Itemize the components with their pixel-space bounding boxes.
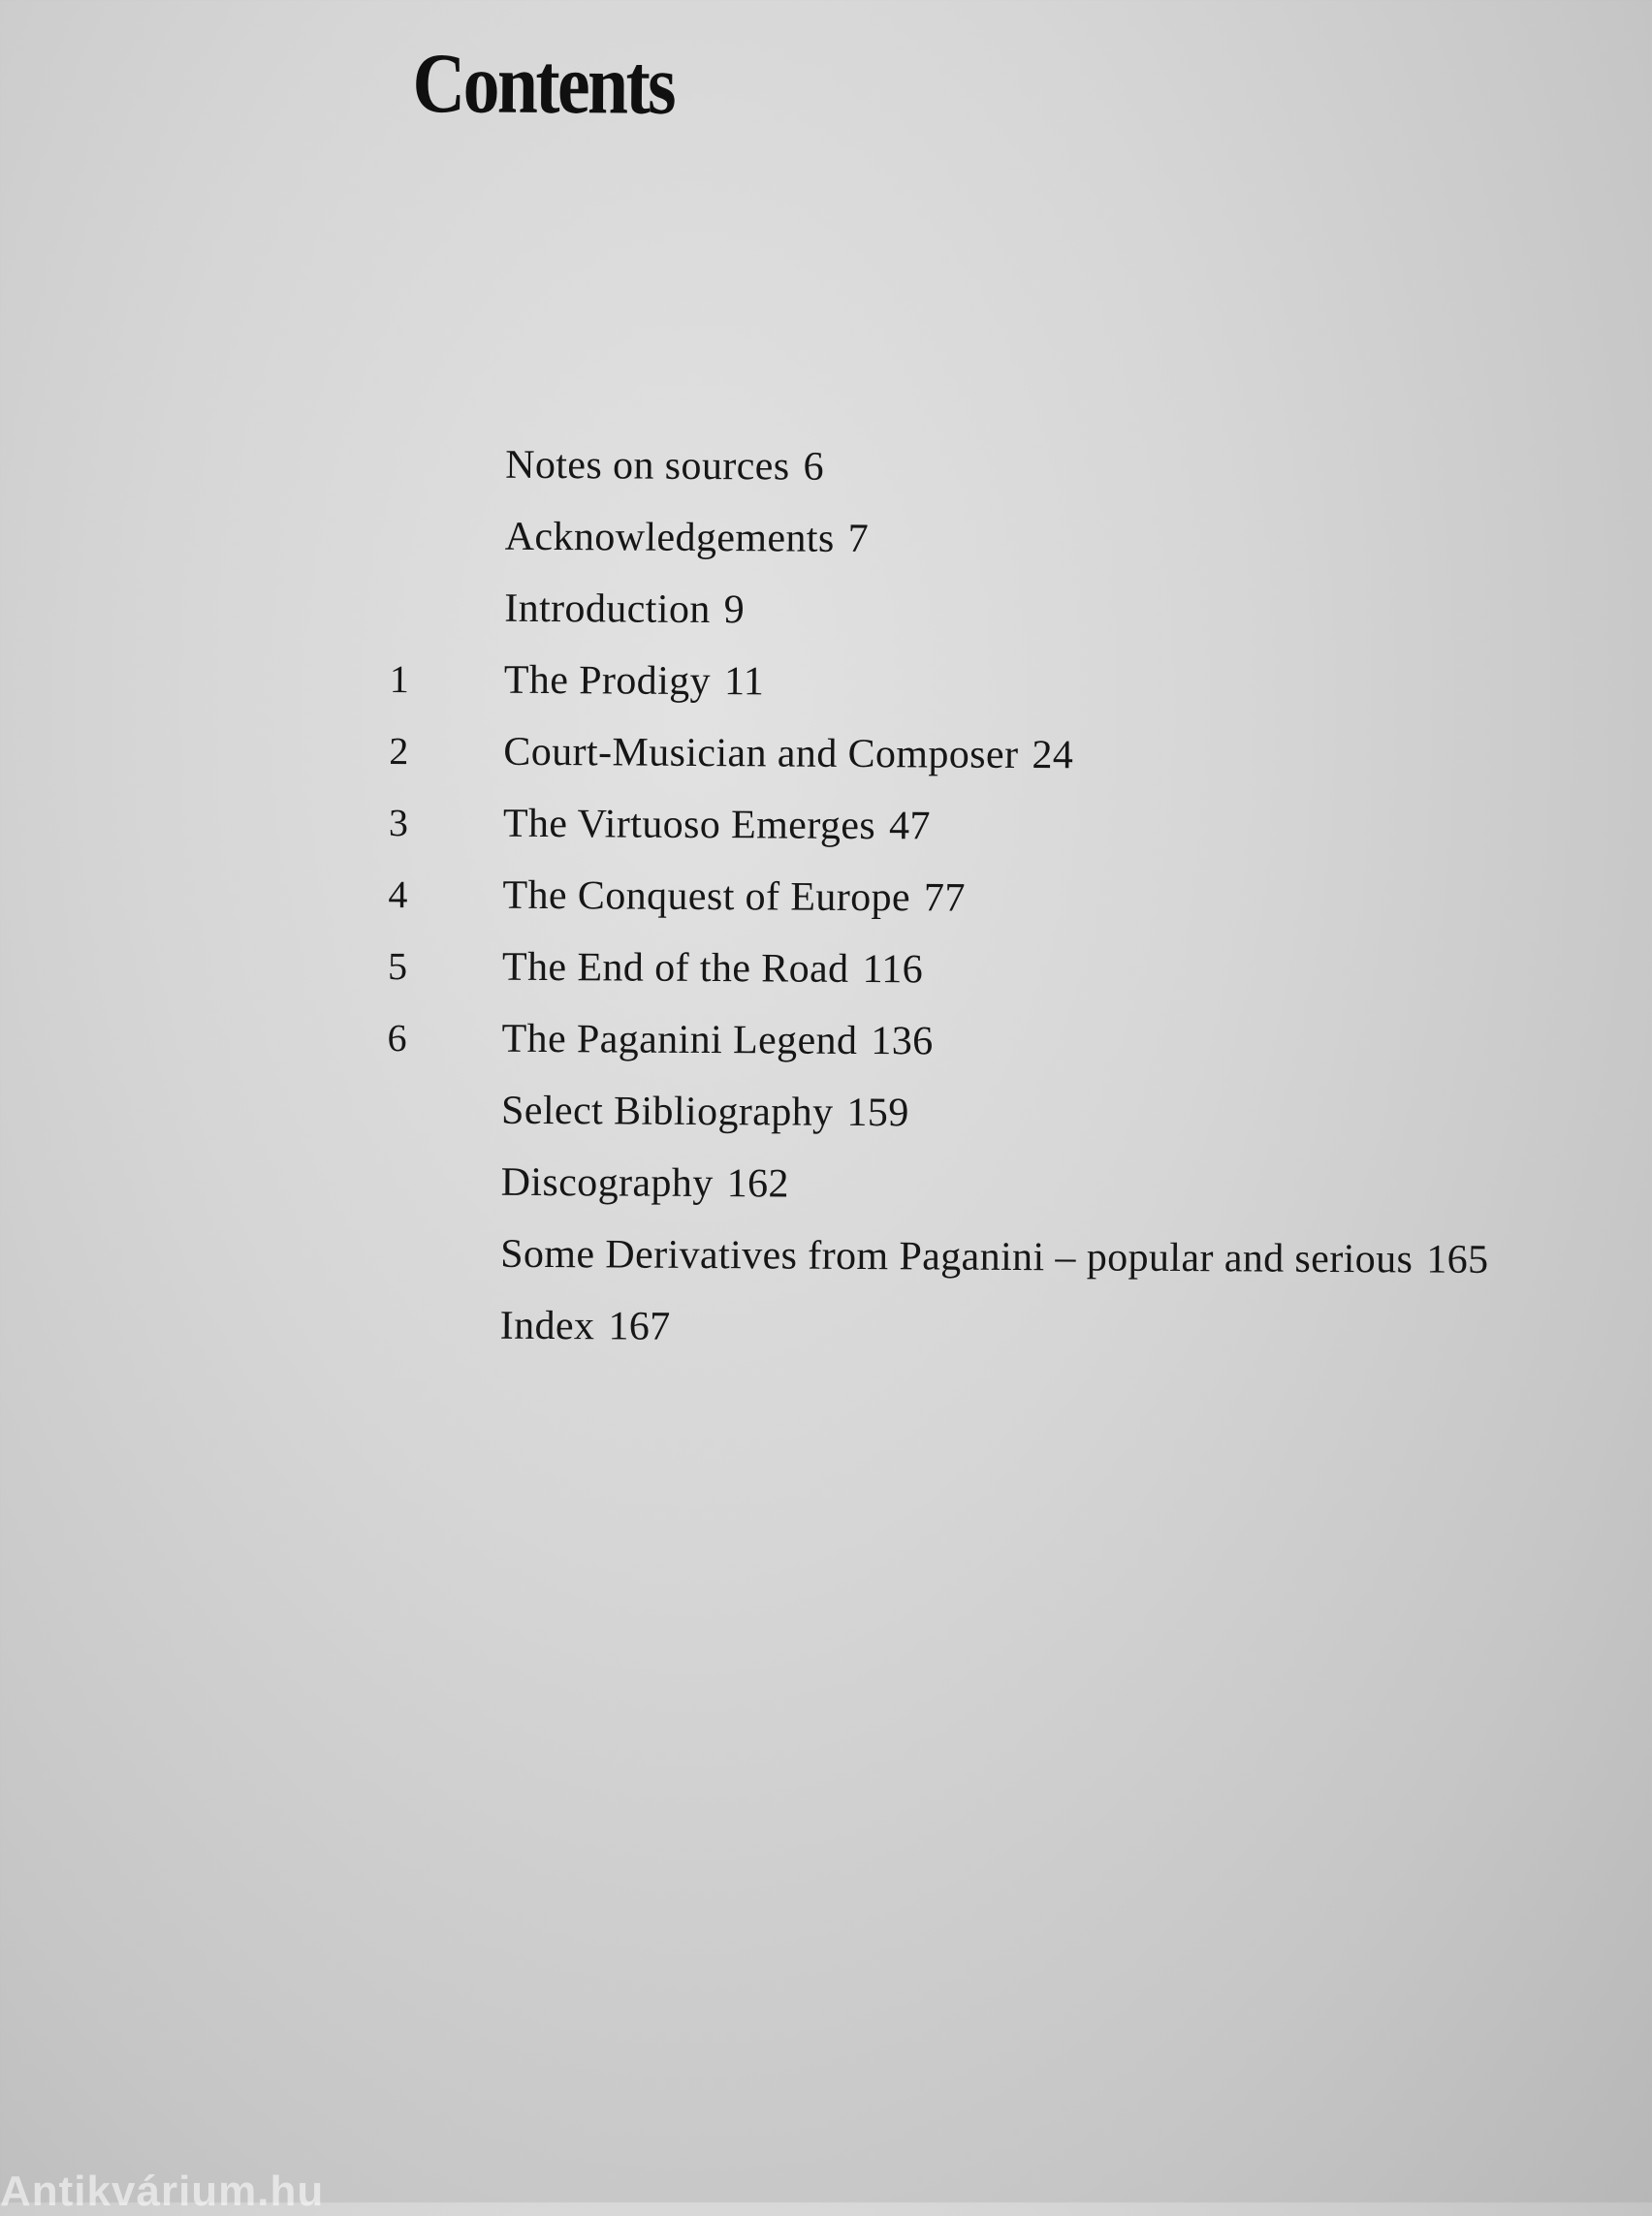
entry-page-number: 47 [888, 804, 932, 849]
chapter-number: 1 [389, 657, 410, 702]
entry-title: The Conquest of Europe [502, 872, 911, 921]
entry-title: Introduction [504, 586, 711, 633]
chapter-number [391, 477, 505, 478]
entry-page-number: 77 [923, 875, 966, 921]
chapter-number: 4 [388, 872, 409, 917]
entry-page-number: 136 [871, 1019, 934, 1064]
toc-entry-chapter-1 [390, 656, 1602, 736]
toc-entry-acknowledgements [390, 513, 1602, 592]
entry-title: Index [499, 1303, 595, 1349]
entry-page-number: 24 [1032, 733, 1074, 778]
toc-entry-introduction [390, 585, 1602, 664]
entry-title: Acknowledgements [504, 514, 835, 561]
toc-entry-chapter-5 [388, 943, 1600, 1023]
chapter-number: 2 [389, 729, 409, 774]
toc-entry-chapter-3 [389, 800, 1601, 879]
chapter-number [387, 1194, 501, 1195]
chapter-number [390, 620, 504, 621]
entry-title: The Paganini Legend [501, 1016, 858, 1063]
entry-page-number: 9 [723, 587, 746, 633]
entry-title: Discography [500, 1159, 714, 1207]
entry-title: Some Derivatives from Paganini – popular and serious [500, 1231, 1414, 1282]
toc-entry-select-bibliography [387, 1087, 1599, 1166]
chapter-number: 6 [387, 1015, 408, 1061]
entry-page-number: 162 [726, 1161, 790, 1207]
chapter-number [391, 549, 505, 550]
entry-title: The End of the Road [501, 944, 849, 992]
entry-title: Court-Musician and Composer [503, 729, 1019, 777]
table-of-contents [385, 441, 1603, 1381]
entry-title: The Virtuoso Emerges [502, 801, 876, 849]
toc-entry-chapter-2 [389, 728, 1601, 807]
entry-title: Notes on sources [505, 442, 790, 490]
entry-page-number: 6 [803, 444, 825, 490]
chapter-number: 3 [388, 801, 409, 845]
entry-page-number: 165 [1426, 1237, 1489, 1282]
toc-entry-chapter-4 [388, 871, 1600, 951]
watermark: Antikvárium.hu [0, 2168, 325, 2215]
entry-page-number: 159 [846, 1090, 909, 1136]
entry-page-number: 11 [723, 659, 765, 705]
toc-entry-chapter-6 [387, 1015, 1599, 1094]
entry-title: The Prodigy [503, 657, 712, 705]
entry-page-number: 116 [862, 946, 924, 993]
chapter-number [387, 1123, 501, 1124]
chapter-number: 5 [387, 944, 408, 989]
page-title: Contents [412, 37, 675, 133]
entry-title: Select Bibliography [500, 1088, 834, 1135]
chapter-number [386, 1266, 500, 1267]
toc-entry-discography [386, 1158, 1598, 1238]
toc-entry-notes-on-sources [391, 441, 1603, 521]
toc-entry-derivatives [386, 1230, 1598, 1310]
entry-page-number: 167 [608, 1304, 671, 1349]
toc-entry-index [385, 1302, 1597, 1381]
chapter-number [386, 1338, 500, 1339]
entry-page-number: 7 [847, 516, 870, 562]
